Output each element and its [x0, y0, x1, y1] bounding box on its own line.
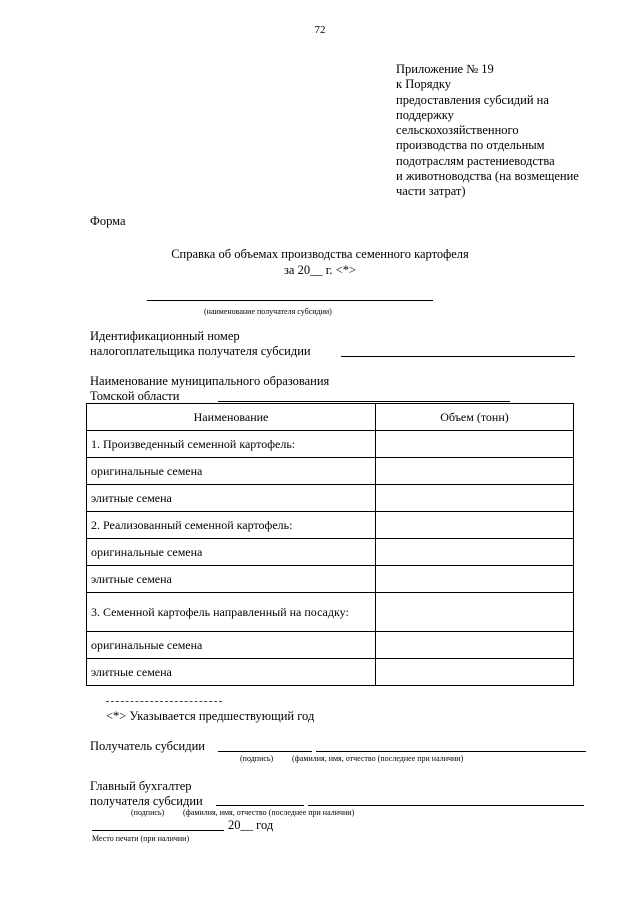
caption-signature: (подпись)	[240, 754, 274, 763]
recipient-name-field[interactable]	[147, 300, 433, 301]
row-value[interactable]	[376, 512, 574, 539]
annex-line: производства по отдельным	[396, 138, 545, 153]
table-header-row	[87, 404, 574, 431]
row-name: элитные семена	[87, 566, 376, 593]
annex-block	[396, 62, 616, 200]
municipality-label-1: Наименование муниципального образования	[90, 374, 330, 388]
municipality-field[interactable]	[218, 401, 510, 402]
page-number: 72	[314, 24, 326, 36]
row-name: элитные семена	[87, 485, 376, 512]
table-row	[87, 512, 574, 539]
row-value[interactable]	[376, 566, 574, 593]
title-line-2: за 20__ г. <*>	[283, 263, 357, 277]
row-name: 3. Семенной картофель направленный на посадку:	[87, 593, 376, 632]
table-row	[87, 431, 574, 458]
annex-line: поддержку	[396, 107, 454, 122]
annex-line: части затрат)	[396, 184, 466, 199]
caption-signature-2: (подпись)	[131, 808, 165, 817]
row-value[interactable]	[376, 632, 574, 659]
row-value[interactable]	[376, 458, 574, 485]
form-label: Форма	[90, 214, 126, 228]
accountant-label-2: получателя субсидии	[90, 794, 203, 808]
footnote: <*> Указывается предшествующий год	[106, 709, 315, 723]
inn-field[interactable]	[341, 356, 575, 357]
annex-line: подотраслям растениеводства	[396, 153, 555, 168]
volume-table	[86, 403, 574, 686]
accountant-fullname-field[interactable]	[308, 805, 584, 806]
inn-label-2: налогоплательщика получателя субсидии	[90, 344, 311, 358]
row-name: 2. Реализованный семенной картофель:	[87, 512, 376, 539]
date-year: 20__ год	[228, 818, 274, 832]
document-title	[0, 246, 640, 278]
table-row	[87, 566, 574, 593]
accountant-signature-field[interactable]	[216, 805, 304, 806]
municipality-label-2: Томской области	[90, 389, 180, 403]
row-name: элитные семена	[87, 659, 376, 686]
recipient-signature-label: Получатель субсидии	[90, 739, 205, 753]
accountant-label-1: Главный бухгалтер	[90, 779, 192, 793]
annex-line: к Порядку	[396, 77, 451, 92]
footnote-separator	[106, 701, 222, 702]
annex-line: и животноводства (на возмещение	[396, 169, 579, 184]
row-name: оригинальные семена	[87, 539, 376, 566]
table-row	[87, 593, 574, 632]
table-row	[87, 485, 574, 512]
caption-fullname-2: (фамилия, имя, отчество (последнее при наличии)	[183, 808, 355, 817]
title-line-1: Справка об объемах производства семенного картофеля	[171, 247, 469, 261]
date-field[interactable]	[92, 830, 224, 831]
row-value[interactable]	[376, 485, 574, 512]
annex-line: сельскохозяйственного	[396, 123, 519, 138]
row-name: 1. Произведенный семенной картофель:	[87, 431, 376, 458]
table-row	[87, 458, 574, 485]
row-value[interactable]	[376, 593, 574, 632]
header-name: Наименование	[87, 404, 376, 431]
stamp-caption: Место печати (при наличии)	[92, 834, 190, 843]
row-value[interactable]	[376, 431, 574, 458]
row-name: оригинальные семена	[87, 458, 376, 485]
caption-fullname: (фамилия, имя, отчество (последнее при наличии)	[292, 754, 464, 763]
table-row	[87, 632, 574, 659]
row-value[interactable]	[376, 539, 574, 566]
table-row	[87, 659, 574, 686]
table-row	[87, 539, 574, 566]
recipient-caption: (наименование получателя субсидии)	[204, 307, 332, 316]
row-value[interactable]	[376, 659, 574, 686]
annex-line: Приложение № 19	[396, 62, 494, 76]
header-volume: Объем (тонн)	[376, 404, 574, 431]
annex-line: предоставления субсидий на	[396, 92, 549, 107]
row-name: оригинальные семена	[87, 632, 376, 659]
inn-label-1: Идентификационный номер	[90, 329, 240, 343]
recipient-fullname-field[interactable]	[316, 751, 586, 752]
recipient-signature-field[interactable]	[218, 751, 312, 752]
